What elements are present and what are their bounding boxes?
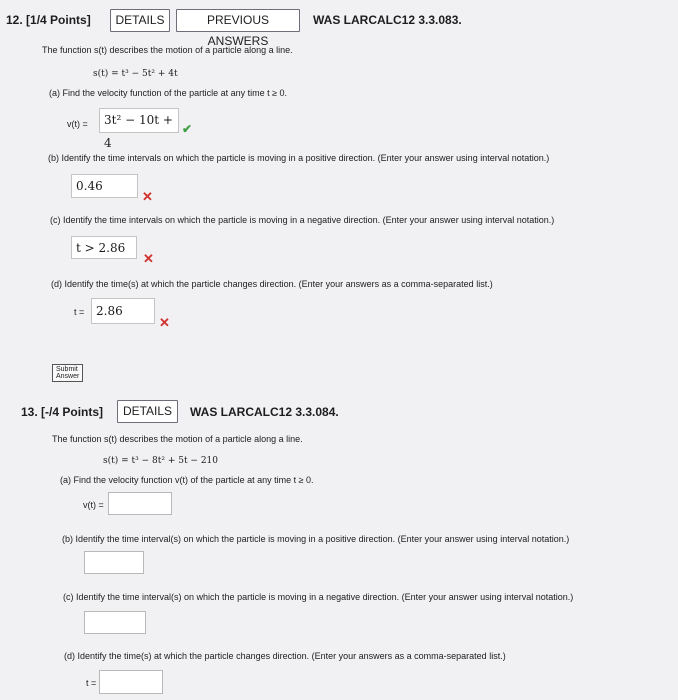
part-b-prompt: (b) Identify the time intervals on which the particle is moving in a positive direction. (Enter your answer using interval notation.): [48, 153, 550, 163]
part-d-prompt: (d) Identify the time(s) at which the particle changes direction. (Enter your answers as a comma-separated list.): [64, 651, 506, 661]
part-a-answer-field[interactable]: [108, 492, 172, 515]
part-a-answer-field[interactable]: 3t² − 10t + 4: [99, 108, 179, 133]
part-c-prompt: (c) Identify the time intervals on which the particle is moving in a negative direction. (Enter your answer using interval notation.): [50, 215, 555, 225]
part-a-prompt: (a) Find the velocity function v(t) of the particle at any time t ≥ 0.: [60, 475, 314, 485]
submit-answer-button[interactable]: Submit Answer: [52, 364, 83, 382]
part-a-prompt: (a) Find the velocity function of the particle at any time t ≥ 0.: [49, 88, 288, 98]
question-code: WAS LARCALC12 3.3.084.: [190, 405, 339, 419]
details-button[interactable]: DETAILS: [110, 9, 170, 32]
part-d-label: t =: [74, 307, 85, 317]
function-equation: s(t) = t³ − 8t² + 5t − 210: [103, 456, 219, 466]
correct-check-icon: ✔: [182, 122, 193, 136]
question-number-points: [21, 405, 103, 419]
previous-answers-button[interactable]: PREVIOUS ANSWERS: [176, 9, 300, 32]
incorrect-x-icon: ✕: [159, 315, 170, 330]
part-a-label: v(t) =: [67, 119, 88, 129]
part-d-answer-field[interactable]: [99, 670, 163, 694]
question-intro: The function s(t) describes the motion of a particle along a line.: [42, 45, 293, 55]
part-d-label: t =: [86, 678, 97, 688]
incorrect-x-icon: ✕: [143, 251, 154, 266]
question-points: [-/4 Points]: [41, 405, 104, 419]
part-c-answer-field[interactable]: t > 2.86: [71, 236, 137, 259]
part-b-answer-field[interactable]: [84, 551, 144, 574]
part-c-answer-field[interactable]: [84, 611, 146, 634]
part-c-prompt: (c) Identify the time interval(s) on which the particle is moving in a negative direction. (Enter your answer using interval notation.): [63, 592, 574, 602]
part-d-prompt: (d) Identify the time(s) at which the particle changes direction. (Enter your answers as a comma-separated list.): [51, 279, 493, 289]
question-number: 12.: [6, 13, 23, 27]
part-b-answer-field[interactable]: 0.46: [71, 174, 138, 198]
question-intro: The function s(t) describes the motion of a particle along a line.: [52, 434, 303, 444]
question-points: [1/4 Points]: [26, 13, 91, 27]
part-b-prompt: (b) Identify the time interval(s) on which the particle is moving in a positive direction. (Enter your answer using interval notation.): [62, 534, 570, 544]
question-code: WAS LARCALC12 3.3.083.: [313, 13, 462, 27]
part-d-answer-field[interactable]: 2.86: [91, 298, 155, 324]
part-a-label: v(t) =: [83, 500, 104, 510]
details-button[interactable]: DETAILS: [117, 400, 178, 423]
function-equation: s(t) = t³ − 5t² + 4t: [93, 69, 178, 79]
incorrect-x-icon: ✕: [142, 189, 153, 204]
question-number: 13.: [21, 405, 38, 419]
question-number-points: [6, 13, 91, 27]
